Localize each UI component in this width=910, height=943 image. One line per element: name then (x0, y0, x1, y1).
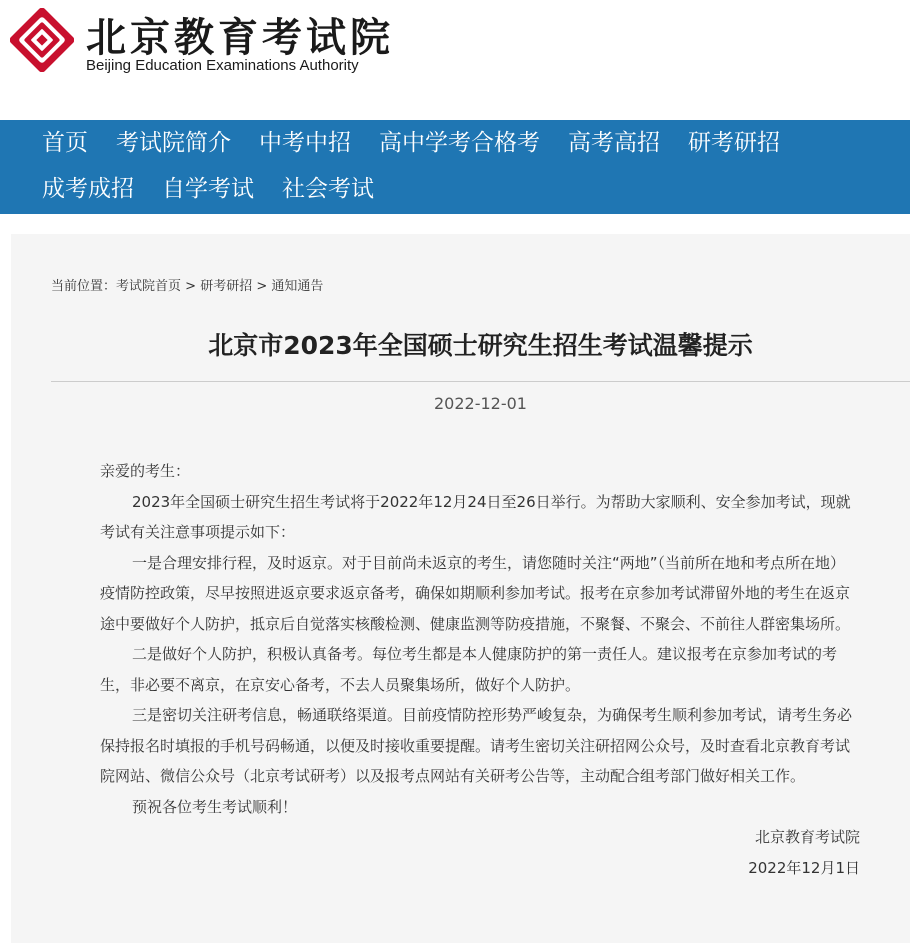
breadcrumb-separator: > (252, 279, 272, 294)
article-signature: 北京教育考试院 (754, 828, 860, 846)
nav-list (28, 120, 910, 212)
article-title: 北京市2023年全国硕士研究生招生考试温馨提示 (208, 331, 753, 360)
article-paragraph: 三是密切关注研考信息，畅通联络渠道。目前疫情防控形势严峻复杂，为确保考生顺利参加考试，请考生务必保持报名时填报的手机号码畅通，以便及时接收重要提醒。请考生密切关注研招网公众号，及时查看北京教育考试院网站、微信公众号（北京考试研考）以及报考点网站有关研考公告等，主动配合组考部门做好相关工作。 (100, 706, 853, 785)
breadcrumb (51, 275, 323, 294)
site-logo-english[interactable]: Beijing Education Examinations Authority (86, 57, 359, 74)
nav-item-home[interactable]: 首页 (42, 130, 88, 156)
nav-item-yankao[interactable]: 研考研招 (688, 130, 780, 156)
logo-icon[interactable] (10, 8, 74, 72)
article-paragraph: 二是做好个人防护，积极认真备考。每位考生都是本人健康防护的第一责任人。建议报考在京参加考试的考生，非必要不离京，在京安心备考，不去人员聚集场所，做好个人防护。 (100, 645, 838, 694)
content-panel (11, 234, 910, 943)
article-paragraph: 一是合理安排行程，及时返京。对于目前尚未返京的考生，请您随时关注“两地”（当前所在地和考点所在地）疫情防控政策，尽早按照进返京要求返京备考，确保如期顺利参加考试。报考在京参加考试滞留外地的考生在返京途中要做好个人防护，抵京后自觉落实核酸检测、健康监测等防疫措施，不聚餐、不聚会、不前往人群密集场所。 (100, 553, 851, 633)
article-body (100, 456, 860, 883)
site-header (0, 0, 910, 120)
site-logo-chinese[interactable]: 北京教育考试院 (86, 14, 394, 61)
article-date: 2022-12-01 (434, 394, 527, 413)
nav-item-shehui[interactable]: 社会考试 (282, 176, 374, 202)
nav-item-xuekao[interactable]: 高中学考合格考 (379, 130, 540, 156)
nav-item-about[interactable]: 考试院简介 (116, 130, 231, 156)
nav-item-chengkao[interactable]: 成考成招 (42, 176, 134, 202)
nav-item-gaokao[interactable]: 高考高招 (568, 130, 660, 156)
nav-item-zhongkao[interactable]: 中考中招 (259, 130, 351, 156)
breadcrumb-link-yankao[interactable]: 研考研招 (200, 279, 253, 294)
main-nav (0, 120, 910, 214)
breadcrumb-link-notice[interactable]: 通知通告 (271, 279, 324, 294)
article-greeting: 亲爱的考生： (100, 462, 191, 480)
nav-item-zixue[interactable]: 自学考试 (162, 176, 254, 202)
breadcrumb-separator: > (181, 279, 201, 294)
article-paragraph: 预祝各位考生考试顺利！ (132, 797, 298, 816)
breadcrumb-link-home[interactable]: 考试院首页 (116, 279, 182, 294)
title-divider (51, 381, 910, 382)
breadcrumb-prefix: 当前位置： (51, 279, 117, 294)
article-paragraph: 2023年全国硕士研究生招生考试将于2022年12月24日至26日举行。为帮助大家顺利、安全参加考试，现就考试有关注意事项提示如下： (100, 492, 851, 541)
article-sign-date: 2022年12月1日 (748, 858, 860, 877)
